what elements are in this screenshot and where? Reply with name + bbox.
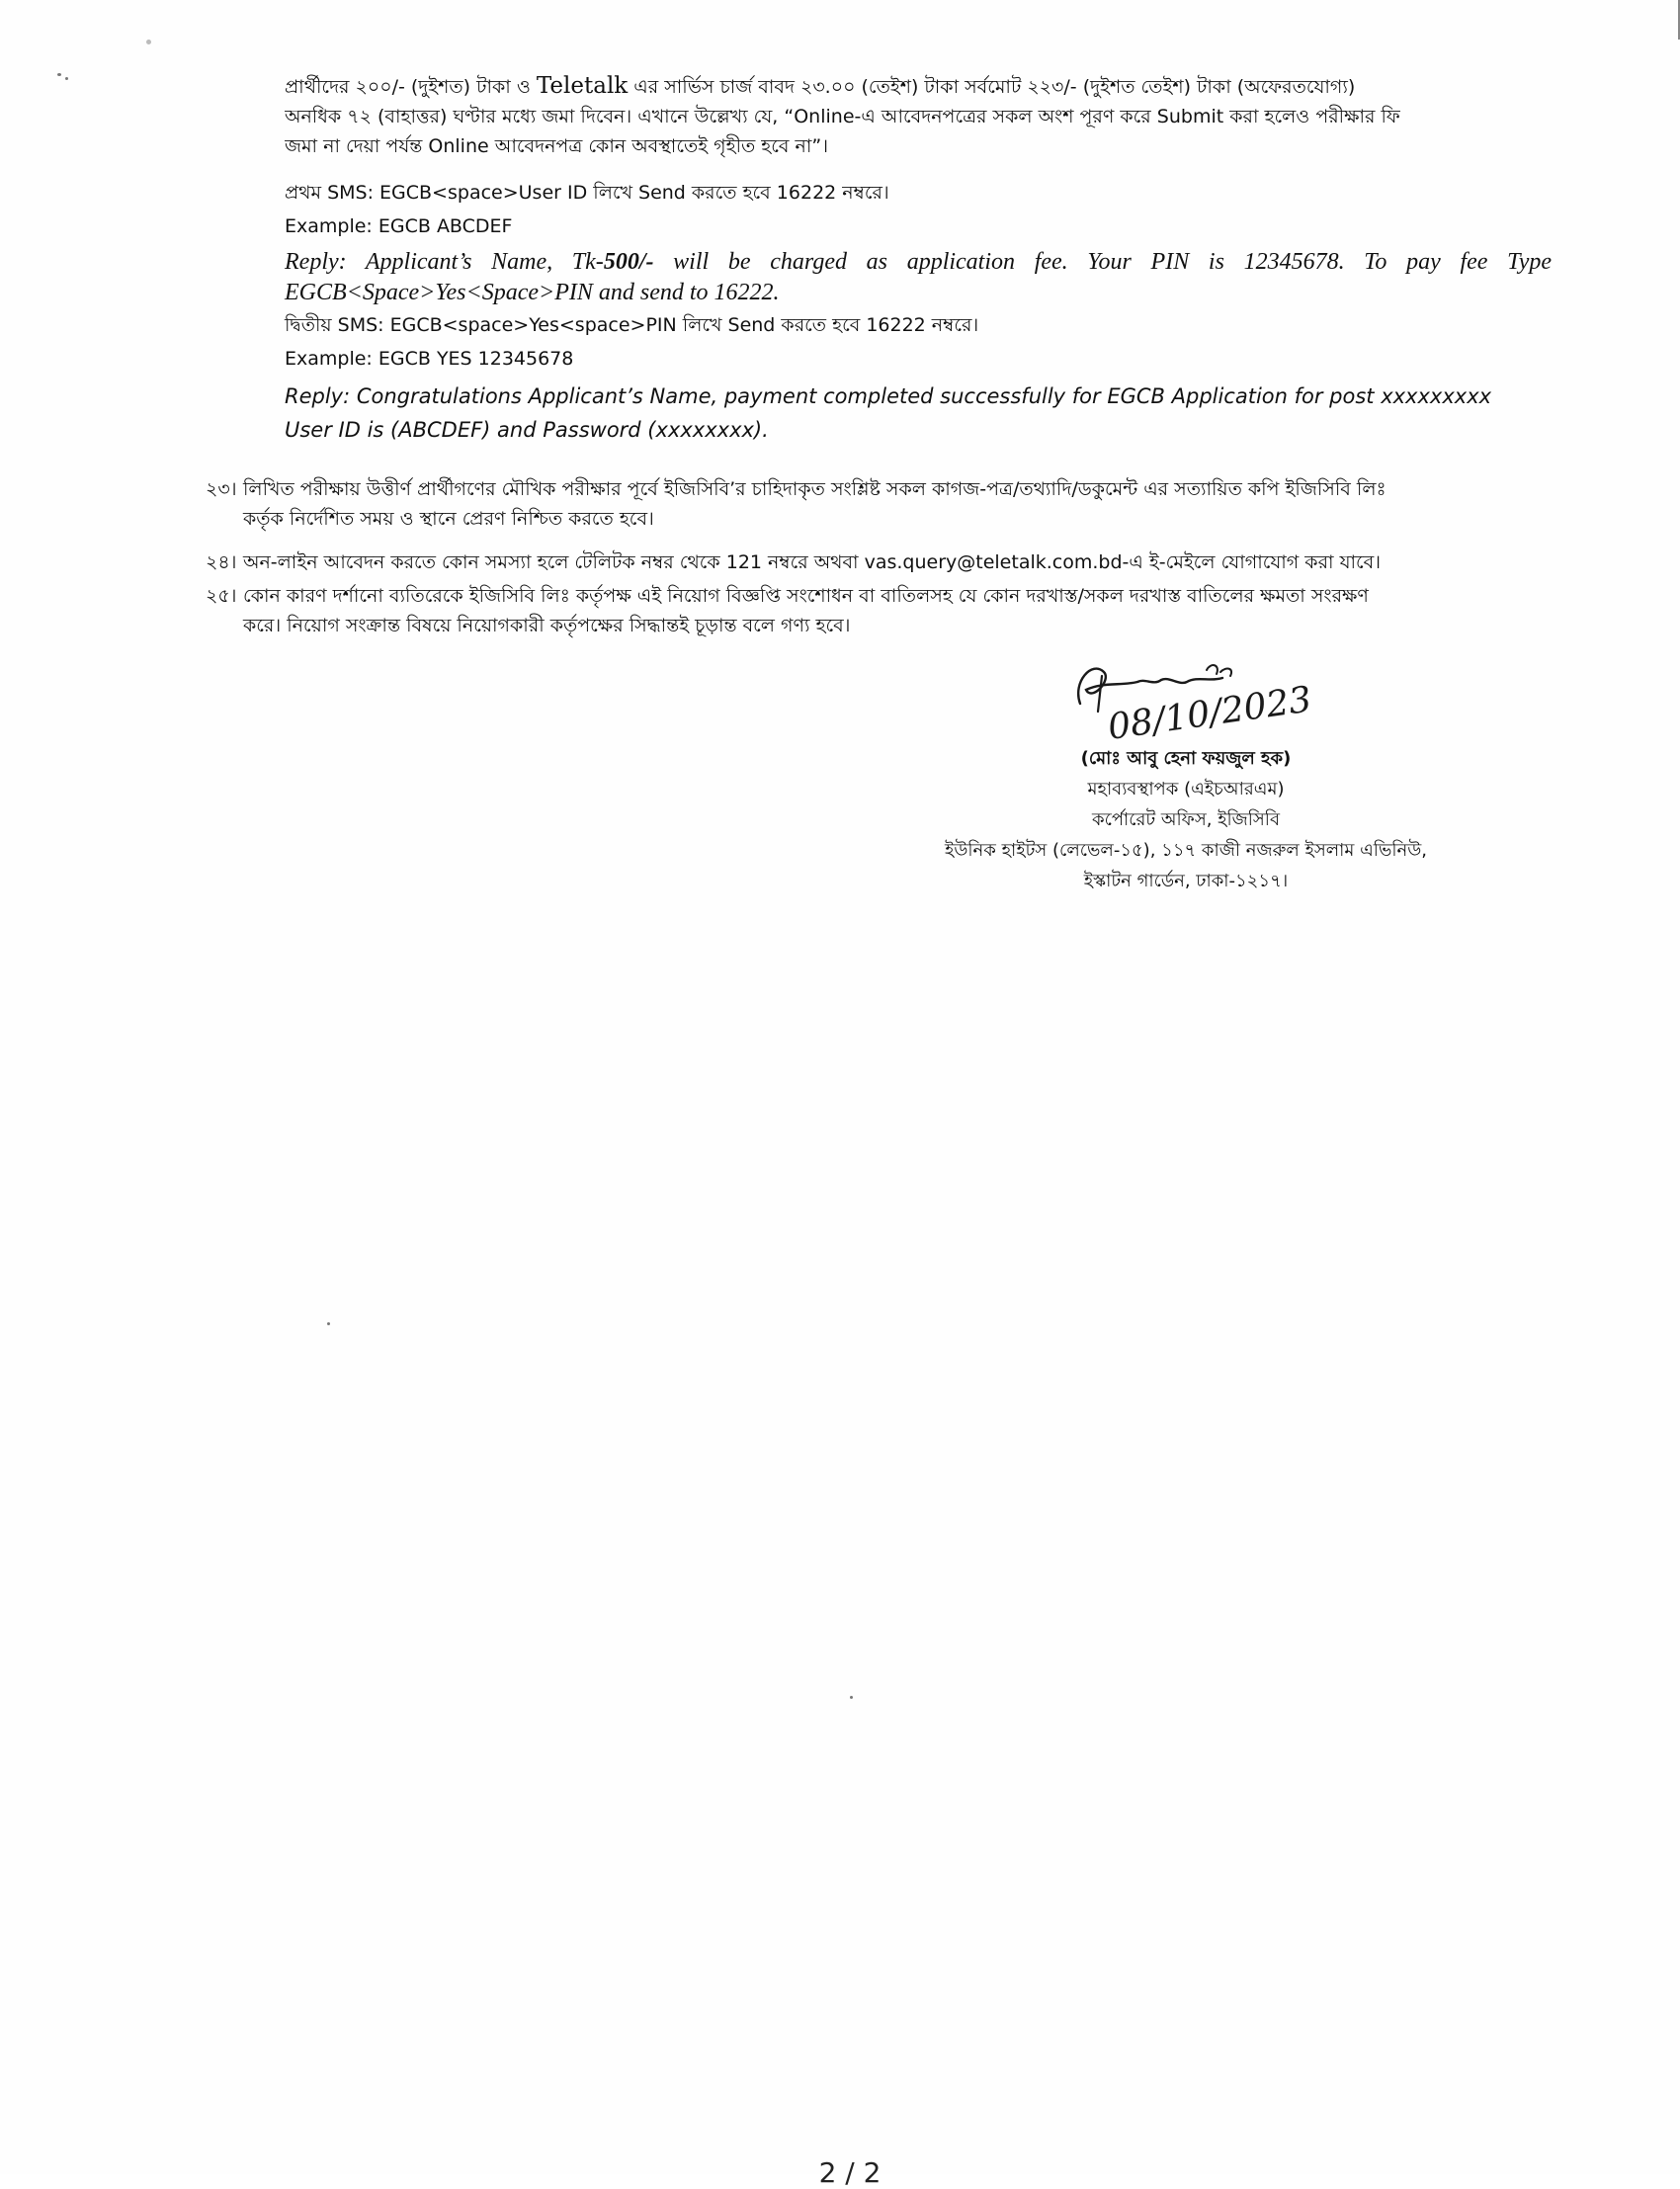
sms-second-example: Example: EGCB YES 12345678 [285, 348, 574, 370]
scan-speck [65, 77, 68, 80]
sms-first-example: Example: EGCB ABCDEF [285, 215, 513, 237]
scan-speck [850, 1696, 853, 1699]
sms-first-reply [285, 247, 1552, 308]
signatory-name: (মোঃ আবু হেনা ফয়জুল হক) [1080, 748, 1292, 769]
clause-23-line-1 [206, 474, 1552, 504]
clause-24-text-1: অন-লাইন আবেদন করতে কোন সমস্যা হলে টেলিটক নম্বর থেকে 121 নম্বরে অথবা vas.query@teletalk.com.bd-এ ই-মেইলে যোগাযোগ করা যাবে। [243, 551, 1382, 573]
fee-line-1 [285, 71, 1552, 102]
clause-25-line-1 [206, 581, 1552, 611]
fee-line-3: জমা না দেয়া পর্যন্ত Online আবেদনপত্র কোন অবস্থাতেই গৃহীত হবে না”। [285, 135, 829, 157]
reply-second-line-1: Reply: Congratulations Applicant’s Name, payment completed successfully for EGCB Application for post xxxxxxxxx [285, 384, 1492, 408]
page-number: 2 / 2 [818, 2156, 882, 2189]
signatory-address-line-1: ইউনিক হাইটস (লেভেল-১৫), ১১৭ কাজী নজরুল ইসলাম এভিনিউ, [944, 840, 1428, 861]
reply-first-amount: 500/- [603, 249, 654, 275]
reply-first-part2: will be charged as application fee. Your PIN is 12345678. To pay fee Type EGCB<Space>Yes<Space>PIN and send to 16222. [285, 249, 1552, 305]
scan-speck [57, 73, 61, 76]
fee-paragraph [285, 71, 1552, 161]
fee-line-1-text-b: এর সার্ভিস চার্জ বাবদ ২৩.০০ (তেইশ) টাকা সর্বমোট ২২৩/- (দুইশত তেইশ) টাকা (অফেরতযোগ্য) [633, 76, 1356, 98]
clause-24 [206, 547, 1552, 577]
signatory-office: কর্পোরেট অফিস, ইজিসিবি [1092, 809, 1280, 830]
sms-second-reply [285, 379, 1552, 447]
clause-23-text-1: লিখিত পরীক্ষায় উত্তীর্ণ প্রার্থীগণের মৌখিক পরীক্ষার পূর্বে ইজিসিবি’র চাহিদাকৃত সংশ্লিষ্ট সকল কাগজ-পত্র/তথ্যাদি/ডকুমেন্ট এর সত্যায়িত কপি ইজিসিবি লিঃ [243, 478, 1386, 500]
signatory-designation: মহাব্যবস্থাপক (এইচআরএম) [1087, 779, 1285, 800]
clause-24-line-1 [206, 547, 1552, 577]
clause-23-text-2: কর্তৃক নির্দেশিত সময় ও স্থানে প্রেরণ নিশ্চিত করতে হবে। [243, 508, 654, 530]
reply-second-line-2: User ID is (ABCDEF) and Password (xxxxxxxx). [285, 418, 769, 442]
clause-24-number: ২৪। [206, 551, 237, 573]
handwritten-signature [1062, 642, 1349, 751]
signatory-block [889, 743, 1482, 896]
clause-25-number: ২৫। [206, 585, 237, 607]
fee-line-2: অনধিক ৭২ (বাহাত্তর) ঘণ্টার মধ্যে জমা দিবেন। এখানে উল্লেখ্য যে, “Online-এ আবেদনপত্রের সকল অংশ পূরণ করে Submit করা হলেও পরীক্ষার ফি [285, 106, 1400, 127]
scan-speck [146, 40, 151, 44]
teletalk-brand-text: Teletalk [536, 73, 629, 99]
sms-first-instruction: প্রথম SMS: EGCB<space>User ID লিখে Send করতে হবে 16222 নম্বরে। [285, 182, 889, 204]
clause-23-number: ২৩। [206, 478, 237, 500]
fee-line-1-text-a: প্রার্থীদের ২০০/- (দুইশত) টাকা ও [285, 76, 531, 98]
signatory-address-line-2: ইস্কাটন গার্ডেন, ঢাকা-১২১৭। [1083, 871, 1289, 891]
clause-25 [206, 581, 1552, 640]
reply-first-part1: Reply: Applicant’s Name, Tk- [285, 249, 604, 275]
handwritten-date: 08/10/2023 [1105, 679, 1314, 748]
scan-speck [327, 1322, 330, 1325]
clause-25-text-1: কোন কারণ দর্শানো ব্যতিরেকে ইজিসিবি লিঃ কর্তৃপক্ষ এই নিয়োগ বিজ্ঞপ্তি সংশোধন বা বাতিলসহ যে কোন দরখাস্ত/সকল দরখাস্ত বাতিলের ক্ষমতা সংরক্ষণ [243, 585, 1369, 607]
clause-25-text-2: করে। নিয়োগ সংক্রান্ত বিষয়ে নিয়োগকারী কর্তৃপক্ষের সিদ্ধান্তই চূড়ান্ত বলে গণ্য হবে। [243, 615, 851, 636]
clause-23 [206, 474, 1552, 534]
sms-second-instruction: দ্বিতীয় SMS: EGCB<space>Yes<space>PIN লিখে Send করতে হবে 16222 নম্বরে। [285, 314, 979, 336]
